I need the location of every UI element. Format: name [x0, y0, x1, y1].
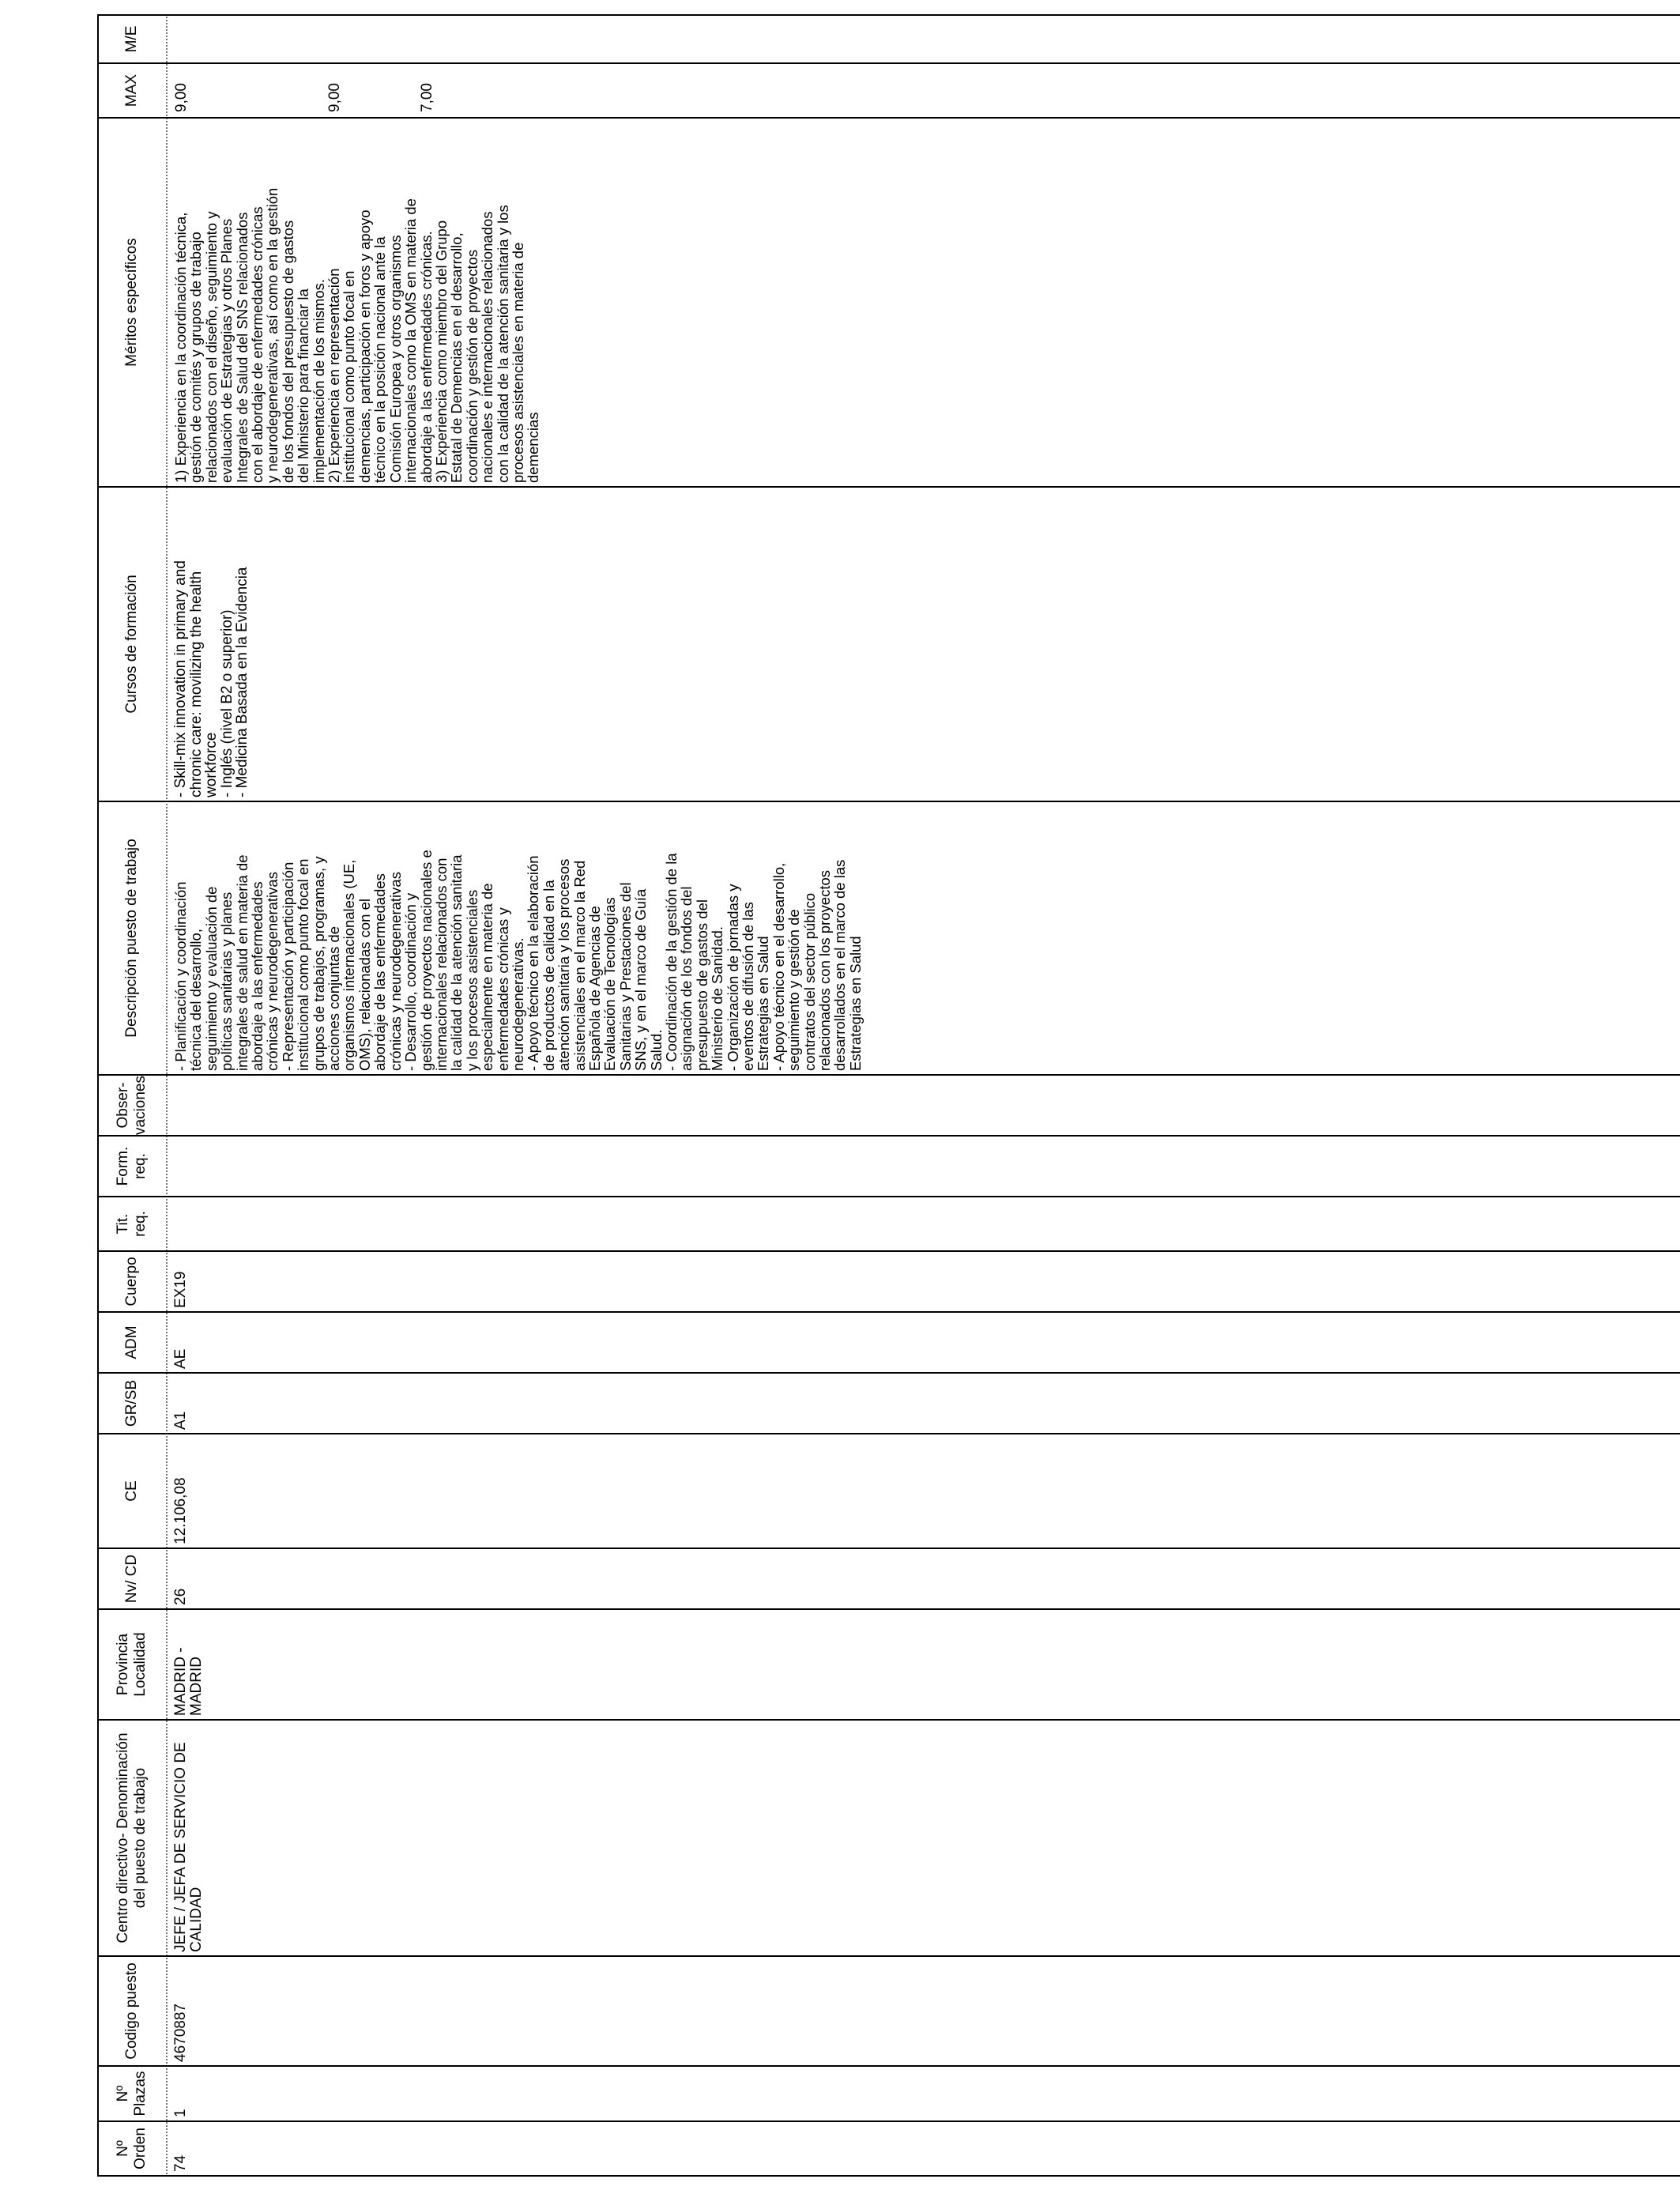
column-max	[97, 64, 1680, 119]
column-descripcion	[97, 802, 1680, 1076]
header-provincia: Provincia Localidad	[114, 1632, 149, 1697]
column-codigo	[97, 1957, 1680, 2067]
column-plazas	[97, 2067, 1680, 2122]
cell-orden: 74	[172, 2154, 189, 2172]
header-titulacion: Tit. req.	[114, 1211, 149, 1237]
header-orden: Nº Orden	[114, 2128, 149, 2169]
cell-descripcion: - Planificación y coordinación técnica del desarrollo, seguimiento y evaluación de políticas sanitarias y planes integrales de salud en materia de abordaje a las enfermedades crónicas y neurodegenerativas - Representación y participación institucional como punto focal en grupos de trabajos, programas, y acciones conjuntas de organismos internacionales (UE, OMS), relacionadas con el abordaje de las enfermedades crónicas y neurodegenerativas - Desarrollo, coordinación y gestión de proyectos nacionales e internacionales relacionados con la calidad de la atención sanitaria y los procesos asistenciales especialmente en materia de enfermedades crónicas y neurodegenerativas. - Apoyo técnico en la elaboración de productos de calidad en la atención sanitaria y los procesos asistenciales en el marco la Red Española de Agencias de Evaluación de Tecnologías Sanitarias y Prestaciones del SNS, y en el marco de Guía Salud. - Coordinación de la gestión de la asignación de los fondos del presupuesto de gastos del Ministerio de Sanidad. - Organización de jornadas y eventos de difusión de las Estrategias en Salud - Apoyo técnico en el desarrollo, seguimiento y gestión de contratos del sector público relacionados con los proyectos desarrollados en el marco de las Estrategias en Salud	[172, 850, 864, 1071]
header-centro: Centro directivo- Denominación del puesto de trabajo	[114, 1732, 149, 1943]
column-formacion	[97, 1137, 1680, 1197]
header-cuerpo: Cuerpo	[122, 1257, 140, 1306]
cell-meritos: 1) Experiencia en la coordinación técnica, gestión de comités y grupos de trabajo relacionados con el diseño, seguimiento y evaluación de Estrategias y otros Planes Integrales de Salud del SNS relacionados con el abordaje de enfermedades crónicas y neurodegenerativas, así como en la gestión de los fondos del presupuesto de gastos del Ministerio para financiar la implementación de los mismos. 2) Experiencia en representación institucional como punto focal en demencias, participación en foros y apoyo técnico en la posición nacional ante la Comisión Europea y otros organismos internacionales como la OMS en materia de abordaje a las enfermedades crónicas. 3) Experiencia como miembro del Grupo Estatal de Demencias en el desarrollo, coordinación y gestión de proyectos nacionales e internacionales relacionados con la calidad de la atención sanitaria y los procesos asistenciales en materia de demencias	[172, 187, 542, 483]
column-me	[97, 14, 1680, 64]
cell-cursos: - Skill-mix innovation in primary and chronic care: movilizing the health workforce - Inglés (nivel B2 o superior) - Medicina Basada en la Evidencia	[172, 560, 250, 797]
column-adm	[97, 1313, 1680, 1374]
cell-nivel: 26	[172, 1588, 189, 1605]
header-nivel: Nv/ CD	[122, 1554, 140, 1604]
header-cursos: Cursos de formación	[122, 575, 140, 714]
header-grupo: GR/SB	[122, 1379, 140, 1427]
cell-plazas: 1	[172, 2109, 189, 2117]
cell-centro: JEFE / JEFA DE SERVICIO DE CALIDAD	[172, 1742, 205, 1952]
cell-codigo: 4670887	[172, 2004, 189, 2062]
header-descripcion: Descripción puesto de trabajo	[122, 839, 140, 1038]
positions-table	[97, 14, 1680, 2177]
cell-provincia: MADRID - MADRID	[172, 1647, 205, 1716]
header-plazas: Nº Plazas	[114, 2071, 149, 2117]
header-meritos: Méritos específicos	[122, 238, 140, 367]
header-codigo: Codigo puesto	[122, 1962, 140, 2060]
cell-ce: 12.106,08	[172, 1477, 189, 1544]
max-value-2: 9,00	[326, 83, 343, 112]
column-titulacion	[97, 1197, 1680, 1252]
cell-cuerpo: EX19	[172, 1271, 189, 1308]
column-orden	[97, 2122, 1680, 2177]
header-ce: CE	[122, 1480, 140, 1502]
header-adm: ADM	[122, 1325, 140, 1359]
column-cursos	[97, 488, 1680, 802]
column-nivel	[97, 1549, 1680, 1610]
max-value-1: 9,00	[173, 83, 190, 112]
cell-grupo: A1	[172, 1411, 189, 1430]
header-max: MAX	[122, 74, 140, 107]
column-observaciones	[97, 1076, 1680, 1137]
column-cuerpo	[97, 1252, 1680, 1313]
header-observaciones: Obser- vaciones	[114, 1075, 149, 1135]
header-me: M/E	[122, 25, 140, 53]
max-value-3: 7,00	[419, 83, 435, 112]
column-grupo	[97, 1374, 1680, 1434]
column-ce	[97, 1434, 1680, 1549]
column-meritos	[97, 119, 1680, 488]
cell-adm: AE	[172, 1348, 189, 1369]
header-formacion: Form. req.	[114, 1146, 149, 1186]
column-provincia	[97, 1610, 1680, 1721]
column-centro	[97, 1721, 1680, 1957]
